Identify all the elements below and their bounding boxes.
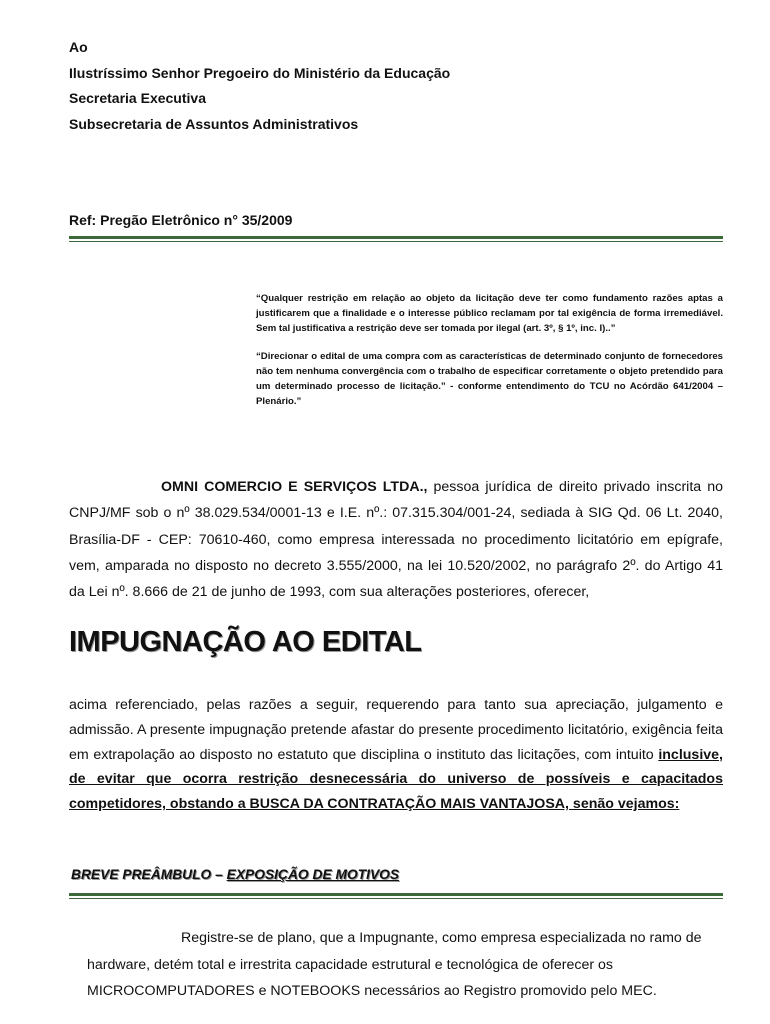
section-heading-part: EXPOSIÇÃO DE MOTIVOS <box>226 867 400 882</box>
intro-paragraph <box>69 474 723 605</box>
quote-paragraph: “Qualquer restrição em relação ao objeto da licitação deve ter como fundamento razões aptas a justificarem que a finalidade e o interesse público reclamam por tal exigência de forma irremediável. Sem tal justificativa a restrição deve ser tomada por ilegal (art. 3º, § 1º, inc. I)..” <box>256 293 723 335</box>
reference-line: Ref: Pregão Eletrônico n° 35/2009 <box>69 212 293 228</box>
addressee-line: Secretaria Executiva <box>69 90 206 106</box>
intro-text: pessoa jurídica de direito privado inscrita no CNPJ/MF sob o nº 38.029.534/0001-13 e I.E. nº.: 07.315.304/001-24, sediada à SIG Qd. 06 Lt. 2040, Brasília-DF - CEP: 70610-460, como empresa interessada no procedimento licitatório em epígrafe, vem, amparada no disposto no decreto 3.555/2000, na lei 10.520/2002, no parágrafo 2º. do Artigo 41 da Lei nº. 8.666 de 21 de junho de 1993, com sua alterações posteriores, oferecer, <box>69 479 723 601</box>
addressee-line: Ilustríssimo Senhor Pregoeiro do Ministério da Educação <box>69 64 451 81</box>
quote-paragraph: “Direcionar o edital de uma compra com as características de determinado conjunto de fornecedores não tem nenhuma convergência com o trabalho de especificar corretamente o objeto pretendido para um determinado processo de licitação.” - conforme entendimento do TCU no Acórdão 641/2004 – Plenário.” <box>256 350 723 408</box>
closing-paragraph <box>87 925 707 1005</box>
body-text: acima referenciado, pelas razões a seguir, requerendo para tanto sua apreciação, julgamento e admissão. A presente impugnação pretende afastar do presente procedimento licitatório, exigência feita em extrapolação ao disposto no estatuto que disciplina o instituto das licitações, com intuito <box>69 697 723 763</box>
closing-text: Registre-se de plano, que a Impugnante, como empresa especializada no ramo de hardware, detém total e irrestrita capacidade estrutural e tecnológica de oferecer os MICROCOMPUTADORES e NOTEBOOKS necessários ao Registro promovido pelo MEC. <box>87 930 702 999</box>
section-heading-part: BREVE PREÂMBULO – <box>71 867 227 882</box>
company-name: OMNI COMERCIO E SERVIÇOS LTDA., <box>161 479 428 495</box>
document-title: IMPUGNAÇÃO AO EDITAL <box>69 626 422 658</box>
divider <box>69 893 723 899</box>
body-paragraph <box>69 693 723 817</box>
section-heading <box>71 867 399 882</box>
addressee-block <box>69 35 450 137</box>
divider <box>69 236 723 242</box>
body-emphasis: inclusive, de evitar que ocorra restrição desnecessária do universo de possíveis e capacitados competidores, obstando a BUSCA DA CONTRATAÇÃO MAIS VANTAJOSA, senão vejamos: <box>69 746 723 813</box>
addressee-line: Subsecretaria de Assuntos Administrativos <box>69 115 359 132</box>
addressee-line: Ao <box>69 39 88 55</box>
epigraph-quotes <box>256 291 723 421</box>
